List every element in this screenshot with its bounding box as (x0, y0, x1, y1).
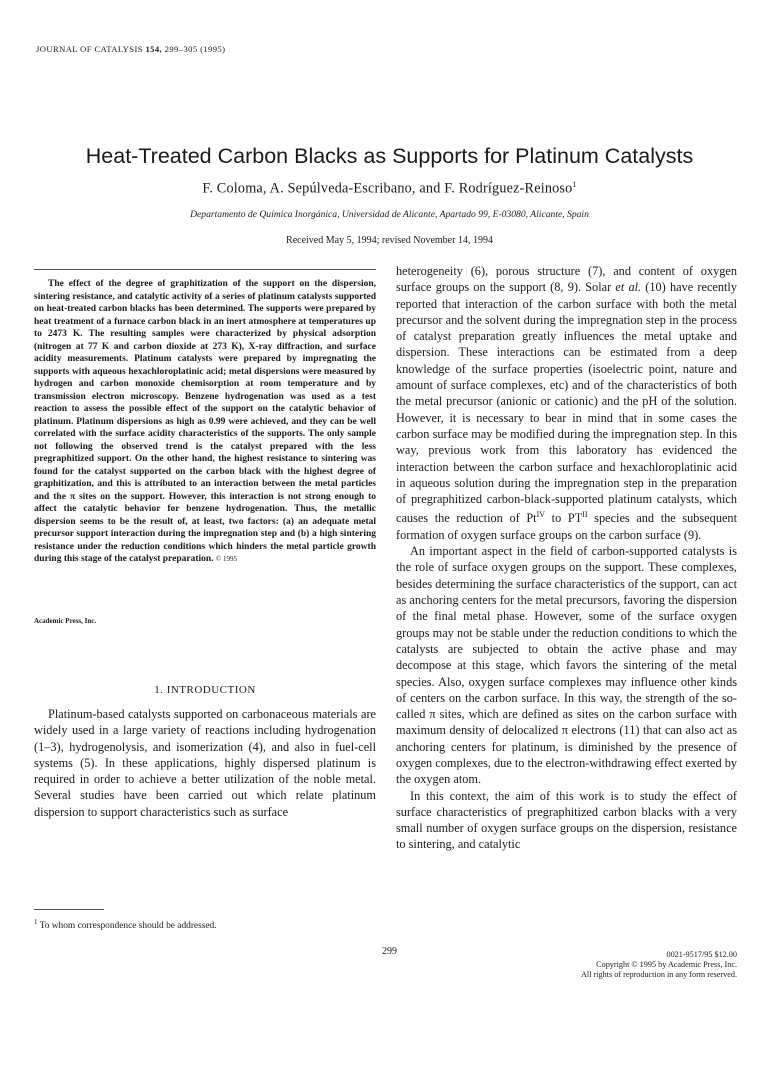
copyright-line: Copyright © 1995 by Academic Press, Inc. (596, 960, 737, 969)
abstract-text: The effect of the degree of graphitization of the support on the dispersion, sintering resistance, and catalytic activity of a series of platinum catalysts supported on heat-treated carbon blacks has been determined. The supports were prepared by heat treatment of a furnace carbon black in an inert atmosphere at temperatures up to 2473 K. The resulting samples were characterized by physical adsorption (nitrogen at 77 K and carbon dioxide at 273 K), X-ray diffraction, and surface acidity measurements. Platinum catalysts were prepared by impregnating the supports with aqueous hexachloroplatinic acid; metal dispersions were measured by hydrogen and carbon monoxide chemisorption at room temperature and by transmission electron microscopy. Benzene hydrogenation was used as a test reaction to assess the possible effect of the support on the catalytic behavior of platinum. Platinum dispersions as high as 0.99 were achieved, and they can be well correlated with the surface acidity characteristics of the supports. The only sample not following the observed trend is the catalyst prepared with the less pregraphitized support. On the other hand, the highest resistance to sintering was found for the catalyst supported on the carbon black with the highest degree of graphitization, and this is attributed to an interaction between the metal particles and the π sites on the support. However, this interaction is not strong enough to affect the catalytic behavior for benzene hydrogenation. Thus, the metallic dispersion seems to be the result of, at least, two factors: (a) an adequate metal precursor support interaction during the impregnation step and (b) a high sintering resistance under the reduction conditions which hinders the metal particle growth during this stage of the catalyst preparation. (34, 279, 376, 564)
intro-paragraph-right-2: An important aspect in the field of carbon-supported catalysts is the role of surface oxygen groups on the support. These complexes, besides determining the surface characteristics of the support, can act as anchoring centers for the metal precursors, favoring the dispersion of the final metal phase. However, some of the surface oxygen groups may not be stable under the reduction conditions to which the catalysts are subjected to obtain the active phase and may decompose at this stage, which favors the sintering of the metal species. Also, oxygen surface complexes may influence other kinds of centers on the carbon surface. In this way, the strength of the so-called π sites, which are defined as sites on the carbon surface with maximum density of delocalized π electrons (11) that can also act as anchoring centers for platinum, is diminished by the presence of oxygen complexes, due to the electron-withdrawing effect exerted by the oxygen atom. (396, 544, 737, 787)
journal-name: JOURNAL OF CATALYSIS (36, 44, 143, 54)
intro-paragraph-right-1 (396, 263, 737, 543)
copyright-year: © 1995 (215, 555, 237, 563)
issn-price: 0021-9517/95 $12.00 (666, 950, 737, 959)
footnote (34, 918, 217, 931)
journal-pages: 299–305 (1995) (164, 44, 226, 54)
right-p1-to: to PT (545, 511, 583, 526)
journal-citation (36, 44, 225, 54)
right-p1-part-c: species and the subsequent formation of oxygen surface groups on the carbon surface (9). (396, 511, 737, 542)
abstract-publisher: Academic Press, Inc. (34, 617, 97, 625)
affiliation: Departamento de Química Inorgánica, Universidad de Alicante, Apartado 99, E-03080, Alicante, Spain (190, 209, 589, 220)
rights-line: All rights of reproduction in any form reserved. (581, 970, 737, 979)
received-dates: Received May 5, 1994; revised November 14, 1994 (286, 235, 493, 246)
footnote-rule (34, 909, 104, 910)
publisher-block (581, 950, 737, 980)
intro-paragraph-left: Platinum-based catalysts supported on carbonaceous materials are widely used in a large variety of reactions including hydrogenation (1–3), hydrogenolysis, and isomerization (4), and also in fuel-cell systems (5). In these applications, highly dispersed platinum is required in order to achieve a better utilization of the noble metal. Several studies have been carried out which relate platinum dispersion to support characteristics such as surface (34, 707, 376, 819)
abstract-top-rule (34, 269, 376, 270)
oxidation-state-iv: IV (536, 510, 546, 520)
right-p1-part-b: (10) have recently reported that interaction of the carbon surface with both the metal precursor and the solvent during the impregnation step in the process of catalyst preparation greatly influences the metal uptake and dispersion. These interactions can be estimated from a deep knowledge of the surface properties (isoelectric point, nature and amount of surface complexes, etc) and of the characteristics of both the metal precursor (anionic or cationic) and the pH of the solution. However, it is necessary to bear in mind that in some cases the carbon surface may be modified during the impregnation step. In this way, previous work from this laboratory has evidenced the interaction between the carbon surface and hexachloroplatinic acid in aqueous solution during the impregnation step in the preparation of pregraphitized carbon-black-supported platinum catalysts, which causes the reduction of Pt (396, 280, 737, 526)
journal-volume: 154, (145, 44, 163, 54)
page-number: 299 (382, 946, 397, 957)
abstract (34, 278, 376, 566)
right-column (396, 263, 737, 853)
oxidation-state-ii: II (582, 510, 588, 520)
footnote-text: To whom correspondence should be addressed. (39, 921, 217, 932)
author-footnote-mark: 1 (572, 180, 577, 189)
footnote-mark: 1 (34, 918, 38, 926)
intro-paragraph-right-3: In this context, the aim of this work is to study the effect of surface characteristics of pregraphitized carbon blacks with a very small number of oxygen surface groups on the dispersion, resistance to sintering, and catalytic (396, 788, 737, 852)
section-heading-introduction: 1. INTRODUCTION (154, 684, 256, 696)
right-p1-part-a: heterogeneity (6), porous structure (7), and content of oxygen surface groups on the support (8, 9). Solar (396, 264, 737, 295)
article-title: Heat-Treated Carbon Blacks as Supports for Platinum Catalysts (85, 144, 694, 168)
author-list (0, 180, 779, 198)
et-al: et al. (615, 280, 642, 295)
author-names: F. Coloma, A. Sepúlveda-Escribano, and F. Rodríguez-Reinoso (202, 180, 573, 197)
